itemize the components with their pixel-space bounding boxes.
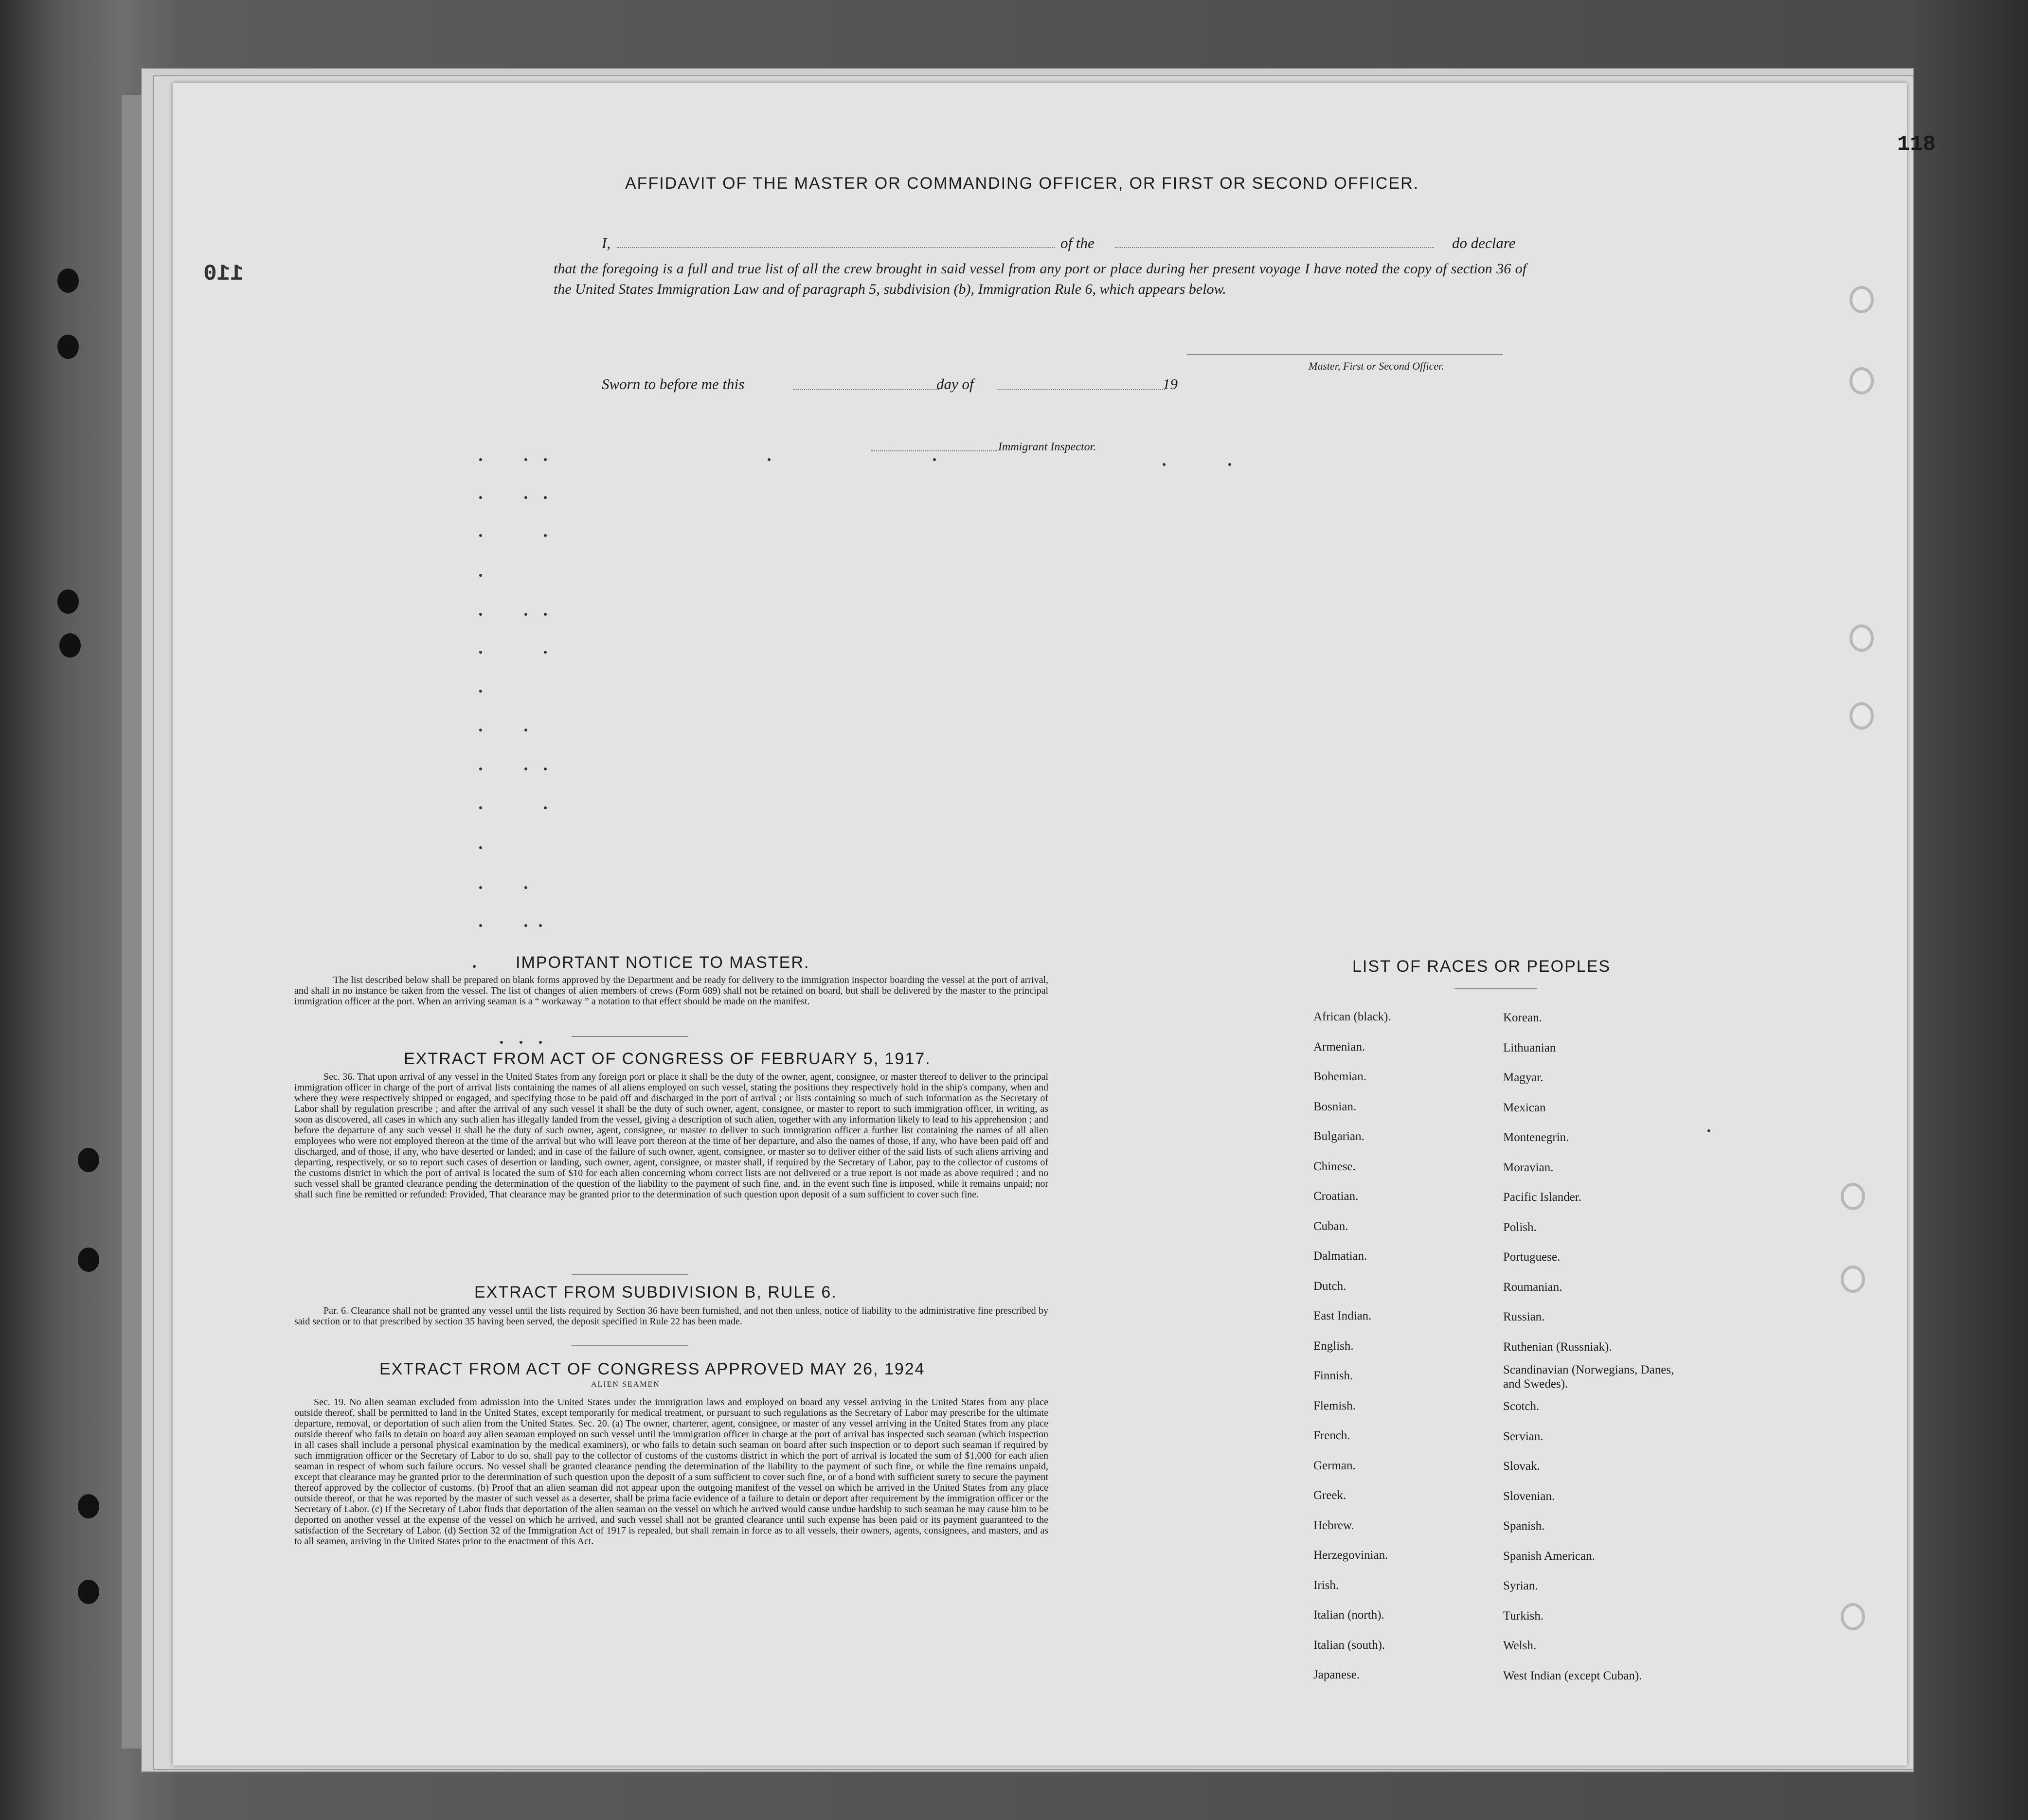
- print-dot: [544, 458, 547, 461]
- race-item: East Indian.: [1313, 1309, 1372, 1322]
- race-item: Finnish.: [1313, 1369, 1353, 1382]
- punch-hole: [57, 268, 79, 293]
- punch-hole: [1841, 1266, 1865, 1293]
- punch-hole: [1849, 625, 1874, 652]
- section-rule: [572, 1036, 688, 1037]
- race-item: Scotch.: [1503, 1400, 1540, 1413]
- print-dot: [479, 613, 482, 616]
- affidavit-text: that the foregoing is a full and true list of all the crew brought in said vessel from any port or place during her present voyage I have noted the copy of section 36 of the United States Immigration Law and of paragraph 5, subdivision (b), Immigration Rule 6, which appears below.: [554, 261, 1526, 297]
- print-dot: [1228, 463, 1231, 466]
- print-dot: [524, 613, 527, 616]
- print-dot: [479, 806, 482, 809]
- race-item: Dalmatian.: [1313, 1249, 1367, 1263]
- punch-hole: [57, 589, 79, 614]
- race-item: French.: [1313, 1429, 1350, 1442]
- punch-hole: [1841, 1183, 1865, 1210]
- race-item: Bosnian.: [1313, 1100, 1357, 1113]
- extract3-subtitle: ALIEN SEAMEN: [591, 1380, 660, 1389]
- race-item: Scandinavian (Norwegians, Danes, and Swedes).: [1503, 1363, 1674, 1391]
- name-blank: [617, 247, 1055, 248]
- inspector-signature-line: [871, 450, 997, 451]
- race-item: Magyar.: [1503, 1071, 1543, 1084]
- print-dot: [544, 651, 547, 654]
- race-item: Greek.: [1313, 1489, 1346, 1502]
- extract2-title: EXTRACT FROM SUBDIVISION B, RULE 6.: [474, 1283, 837, 1302]
- race-item: Moravian.: [1503, 1160, 1554, 1174]
- race-item: Flemish.: [1313, 1399, 1356, 1412]
- inspector-label: Immigrant Inspector.: [998, 441, 1096, 453]
- print-dot: [524, 496, 527, 499]
- print-dot: [539, 924, 542, 927]
- punch-hole: [78, 1248, 99, 1272]
- print-dot: [479, 574, 482, 577]
- section-rule: [572, 1274, 688, 1275]
- sworn-mid: day of: [936, 375, 974, 393]
- race-item: Japanese.: [1313, 1668, 1360, 1681]
- race-item: Montenegrin.: [1503, 1131, 1569, 1144]
- print-dot: [524, 767, 527, 770]
- race-item: Cuban.: [1313, 1219, 1348, 1233]
- print-dot: [479, 886, 482, 889]
- print-dot: [479, 767, 482, 770]
- vessel-blank: [1115, 247, 1434, 248]
- affidavit-title: AFFIDAVIT OF THE MASTER OR COMMANDING OFFICER, OR FIRST OR SECOND OFFICER.: [625, 174, 1419, 193]
- race-item: Roumanian.: [1503, 1280, 1562, 1294]
- affidavit-line1-mid: of the: [1060, 234, 1095, 251]
- print-dot: [479, 651, 482, 654]
- race-item: Syrian.: [1503, 1579, 1538, 1592]
- extract1-title: EXTRACT FROM ACT OF CONGRESS OF FEBRUARY 5, 1917.: [404, 1050, 931, 1068]
- race-item: Turkish.: [1503, 1609, 1544, 1623]
- race-item: English.: [1313, 1339, 1354, 1353]
- race-item: Ruthenian (Russniak).: [1503, 1340, 1612, 1354]
- extract3-title: EXTRACT FROM ACT OF CONGRESS APPROVED MAY 26, 1924: [379, 1360, 925, 1378]
- race-item: Slovak.: [1503, 1460, 1540, 1473]
- race-item: Hebrew.: [1313, 1518, 1354, 1532]
- punch-hole: [1849, 702, 1874, 730]
- race-item: Dutch.: [1313, 1279, 1346, 1293]
- extract1-text: Sec. 36. That upon arrival of any vessel in the United States from any foreign port or place it shall be the duty of the owner, agent, consignee, or master thereof to deliver to the principal immigration officer in charge of the port of arrival lists containing the names of all aliens employed on such vessel, stating the positions they respectively hold in the ship's company, when and where they were respectively shipped or engaged, and specifying those to be paid off and discharged in the port of arrival ; or lists containing so much of such information as the Secretary of Labor shall by regulation prescribe ; and after the arrival of any such vessel it shall be the duty of such owner, agent, consignee, or master to report to such immigration officer, in writing, as soon as discovered, all cases in which any such alien has illegally landed from the vessel, giving a description of such alien, together with any information likely to lead to his apprehension ; and before the departure of any such vessel it shall be the duty of such owner, agent, consignee, or master to deliver to such immigration officer a further list containing the names of all alien employees who were not employed thereon at the time of the arrival but who will leave port thereon at the time of her departure, and also the names of those, if any, who have been paid off and discharged, and of those, if any, who have deserted or landed; and in case of the failure of such owner, agent, consignee, or master so to deliver either of the said lists of such aliens arriving and departing, respectively, or so to report such cases of desertion or landing, such owner, agent, consignee, or master shall, if required by the Secretary of Labor, pay to the collector of customs of the customs district in which the port of arrival is located the sum of $10 for each alien concerning whom correct lists are not delivered or a true report is not made as above required ; and no such vessel shall be granted clearance pending the determination of the question of the liability to the payment of such fine, and, in the event such fine is imposed, while it remains unpaid; nor shall such fine be remitted or refunded: Provided, That clearance may be granted prior to the determination of such question upon deposit of a sum sufficient to cover such fine.: [294, 1071, 1048, 1200]
- race-item: West Indian (except Cuban).: [1503, 1669, 1642, 1682]
- punch-hole: [78, 1148, 99, 1172]
- print-dot: [479, 924, 482, 927]
- print-dot: [544, 806, 547, 809]
- punch-hole: [57, 335, 79, 359]
- page-number-stamp: 118: [1897, 132, 1936, 157]
- print-dot: [479, 496, 482, 499]
- punch-hole: [1841, 1603, 1865, 1630]
- print-dot: [544, 613, 547, 616]
- punch-hole: [1849, 286, 1874, 313]
- print-dot: [500, 1041, 503, 1044]
- print-dot: [479, 534, 482, 537]
- officer-signature-line: [1187, 354, 1503, 355]
- print-dot: [479, 690, 482, 693]
- print-dot: [524, 729, 527, 732]
- race-item: German.: [1313, 1459, 1356, 1472]
- races-title: LIST OF RACES OR PEOPLES: [1352, 957, 1611, 976]
- race-item: Servian.: [1503, 1429, 1543, 1443]
- officer-label: Master, First or Second Officer.: [1309, 360, 1444, 372]
- affidavit-line1-start: I,: [602, 234, 611, 251]
- sworn-end: 19: [1163, 375, 1178, 393]
- race-item: Croatian.: [1313, 1190, 1359, 1203]
- race-item: Polish.: [1503, 1220, 1537, 1234]
- race-item: Spanish American.: [1503, 1549, 1595, 1563]
- race-item: Italian (south).: [1313, 1638, 1385, 1652]
- print-dot: [479, 729, 482, 732]
- affidavit-line1-end: do declare: [1452, 234, 1516, 251]
- section-rule: [572, 1345, 688, 1346]
- notice-text: The list described below shall be prepared on blank forms approved by the Department and be ready for delivery to the immigration inspector boarding the vessel at the port of arrival, and shall in no instance be taken from the vessel. The list of changes of alien members of crews (Form 689) shall not be retained on board, but shall be delivered by the master to the principal immigration officer at the port. When an arriving seaman is a “ workaway ” a notation to that effect should be made on the manifest.: [294, 975, 1048, 1007]
- race-item: Russian.: [1503, 1310, 1545, 1323]
- race-item: Lithuanian: [1503, 1041, 1556, 1054]
- punch-hole: [1849, 367, 1874, 394]
- print-dot: [520, 1041, 522, 1044]
- print-dot: [544, 534, 547, 537]
- race-item: Mexican: [1503, 1101, 1546, 1114]
- notice-title: IMPORTANT NOTICE TO MASTER.: [516, 953, 810, 972]
- race-item: African (black).: [1313, 1010, 1391, 1023]
- print-dot: [473, 965, 476, 968]
- race-item: Irish.: [1313, 1578, 1339, 1592]
- punch-hole: [78, 1580, 99, 1604]
- races-column-2: [1503, 1003, 1678, 1691]
- print-dot: [479, 846, 482, 849]
- print-dot: [544, 496, 547, 499]
- race-item: Korean.: [1503, 1011, 1542, 1024]
- print-dot: [524, 924, 527, 927]
- print-dot: [524, 886, 527, 889]
- punch-hole: [59, 633, 81, 658]
- race-item: Welsh.: [1503, 1639, 1537, 1652]
- print-dot: [933, 458, 936, 461]
- race-item: Bulgarian.: [1313, 1130, 1364, 1143]
- sworn-start: Sworn to before me this: [602, 375, 745, 393]
- print-dot: [1707, 1129, 1710, 1132]
- extract3-text: Sec. 19. No alien seaman excluded from admission into the United States under the immigration laws and employed on board any vessel arriving in the United States from any place outside thereof, shall be permitted to land in the United States, except temporarily for medical treatment, or pursuant to such regulations as the Secretary of Labor may prescribe for the ultimate departure, removal, or deportation of such alien from the United States. Sec. 20. (a) The owner, charterer, agent, consignee, or master of any vessel arriving in the United States from any place outside thereof who fails to detain on board any alien seaman employed on such vessel until the immigration officer in charge at the port of arrival has inspected such seaman (which inspection in all cases shall include a personal physical examination by the medical examiners), or who fails to detain such seaman on board after such inspection or to deport such seaman if required by such immigration officer or the Secretary of Labor to do so, shall pay to the collector of customs of the customs district in which the port of arrival is located the sum of $1,000 for each alien seaman in respect of whom such failure occurs. No vessel shall be granted clearance pending the determination of the liability to the payment of such fine, or while the fine remains unpaid, except that clearance may be granted prior to the determination of such question upon the deposit of a sum sufficient to cover such fine, or of a bond with sufficient surety to secure the payment thereof approved by the collector of customs. (b) Proof that an alien seaman did not appear upon the outgoing manifest of the vessel on which he arrived in the United States from any place outside thereof, or that he was reported by the master of such vessel as a deserter, shall be prima facie evidence of a failure to detain or deport after requirement by the immigration officer or the Secretary of Labor. (c) If the Secretary of Labor finds that deportation of the alien seaman on the vessel on which he arrived would cause undue hardship to such seaman he may cause him to be deported on another vessel at the expense of the vessel on which he arrived, and such vessel shall not be granted clearance until such expense has been paid or its payment guaranteed to the satisfaction of the Secretary of Labor. (d) Section 32 of the Immigration Act of 1917 is repealed, but shall remain in force as to all vessels, their owners, agents, consignees, and masters, and as to all seamen, arriving in the United States prior to the enactment of this Act.: [294, 1397, 1048, 1547]
- extract2-text: Par. 6. Clearance shall not be granted any vessel until the lists required by Section 36 have been furnished, and not then unless, notice of liability to the administrative fine prescribed by said section or to that prescribed by section 35 having been served, the deposit specified in Rule 22 has been made.: [294, 1305, 1048, 1327]
- print-dot: [479, 458, 482, 461]
- race-item: Spanish.: [1503, 1519, 1545, 1533]
- race-item: Bohemian.: [1313, 1070, 1367, 1083]
- reversed-number-stamp: 110: [203, 261, 244, 286]
- race-item: Portuguese.: [1503, 1250, 1561, 1264]
- race-item: Chinese.: [1313, 1160, 1356, 1173]
- race-item: Herzegovinian.: [1313, 1549, 1388, 1562]
- races-column-1: [1313, 1002, 1391, 1690]
- sworn-day-blank: [793, 389, 939, 390]
- print-dot: [1163, 463, 1166, 466]
- print-dot: [539, 1041, 542, 1044]
- print-dot: [768, 458, 771, 461]
- races-title-rule: [1454, 988, 1537, 989]
- punch-hole: [78, 1494, 99, 1518]
- race-item: Italian (north).: [1313, 1608, 1384, 1622]
- sworn-month-blank: [997, 389, 1165, 390]
- race-item: Pacific Islander.: [1503, 1191, 1582, 1204]
- race-item: Armenian.: [1313, 1040, 1365, 1053]
- print-dot: [544, 767, 547, 770]
- race-item: Slovenian.: [1503, 1489, 1555, 1503]
- print-dot: [524, 458, 527, 461]
